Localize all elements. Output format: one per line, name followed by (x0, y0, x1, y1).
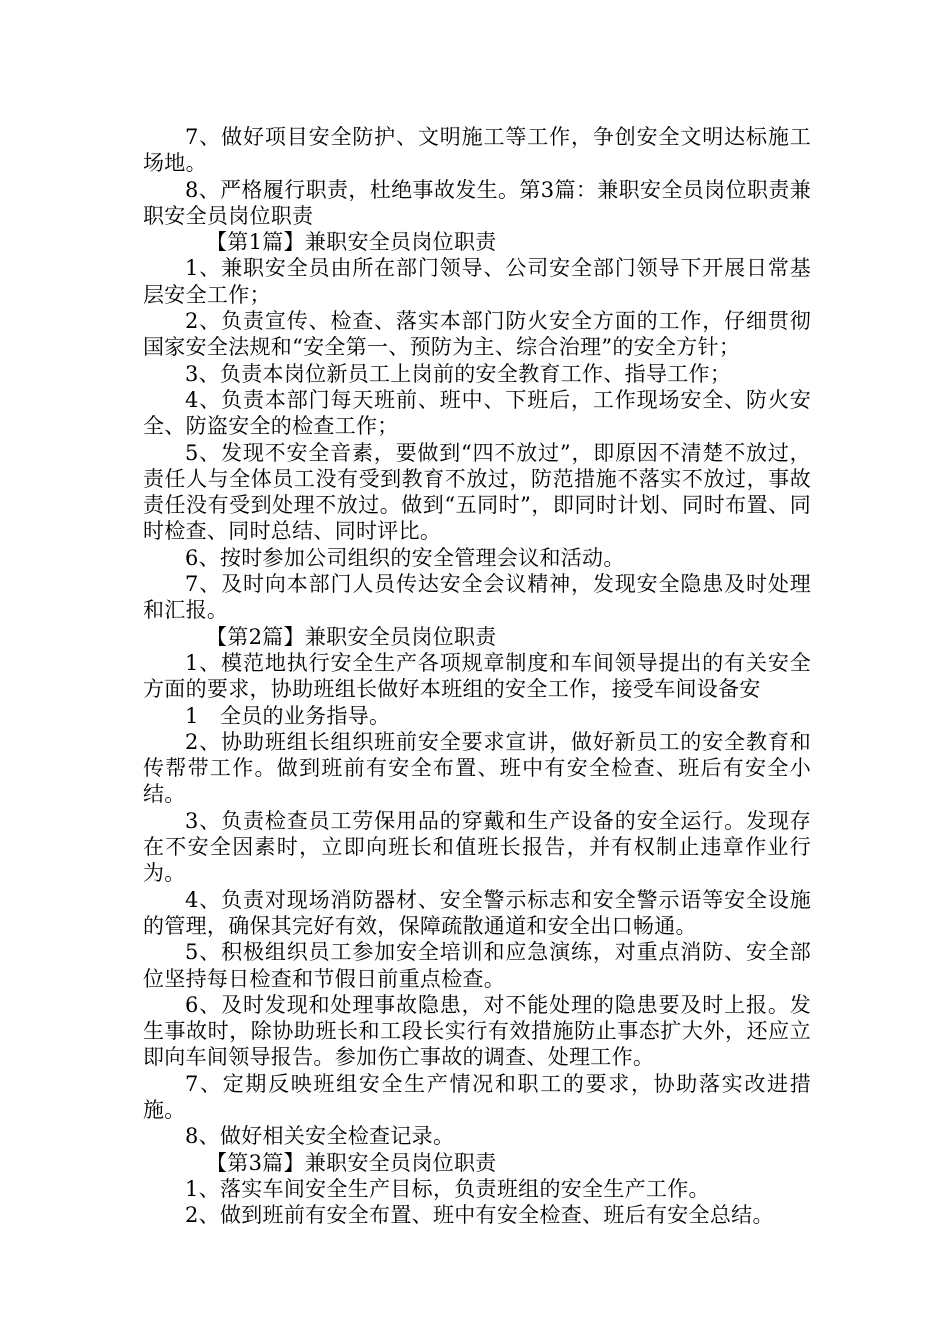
paragraph: 6、按时参加公司组织的安全管理会议和活动。 (185, 545, 625, 570)
paragraph: 4、负责本部门每天班前、班中、下班后，工作现场安全、防火安全、防盗安全的检查工作； (143, 387, 811, 439)
paragraph: 5、发现不安全音素，要做到“四不放过”，即原因不清楚不放过，责任人与全体员工没有受到教育不放过，防范措施不落实不放过，事故责任没有受到处理不放过。做到“五同时”，即同时计划、同时布置、同时检查、同时总结、同时评比。 (143, 440, 811, 544)
section-heading: 【第1篇】兼职安全员岗位职责 (206, 230, 497, 255)
paragraph: 2、做到班前有安全布置、班中有安全检查、班后有安全总结。 (185, 1203, 774, 1228)
paragraph: 1 全员的业务指导。 (185, 703, 391, 728)
paragraph: 5、积极组织员工参加安全培训和应急演练，对重点消防、安全部位坚持每日检查和节假日前重点检查。 (143, 940, 811, 991)
paragraph: 7、定期反映班组安全生产情况和职工的要求，协助落实改进措施。 (143, 1071, 811, 1122)
paragraph: 7、及时向本部门人员传达安全会议精神，发现安全隐患及时处理和汇报。 (143, 572, 811, 623)
paragraph: 7、做好项目安全防护、文明施工等工作，争创安全文明达标施工场地。 (143, 125, 811, 176)
section-heading: 【第2篇】兼职安全员岗位职责 (206, 624, 497, 649)
paragraph: 1、模范地执行安全生产各项规章制度和车间领导提出的有关安全方面的要求，协助班组长做好本班组的安全工作，接受车间设备安 (143, 650, 811, 702)
paragraph: 3、负责本岗位新员工上岗前的安全教育工作、指导工作； (185, 361, 732, 386)
paragraph: 2、负责宣传、检查、落实本部门防火安全方面的工作，仔细贯彻国家安全法规和“安全第一、预防为主、综合治理”的安全方针； (143, 309, 811, 360)
paragraph: 2、协助班组长组织班前安全要求宣讲，做好新员工的安全教育和传帮带工作。做到班前有安全布置、班中有安全检查、班后有安全小结。 (143, 729, 811, 807)
document-body (143, 124, 811, 1228)
paragraph: 3、负责检查员工劳保用品的穿戴和生产设备的安全运行。发现存在不安全因素时，立即向班长和值班长报告，并有权制止违章作业行为。 (143, 808, 811, 886)
paragraph: 4、负责对现场消防器材、安全警示标志和安全警示语等安全设施的管理，确保其完好有效，保障疏散通道和安全出口畅通。 (143, 887, 811, 938)
paragraph: 8、做好相关安全检查记录。 (185, 1124, 455, 1149)
section-heading: 【第3篇】兼职安全员岗位职责 (206, 1150, 497, 1175)
paragraph: 1、落实车间安全生产目标，负责班组的安全生产工作。 (185, 1176, 710, 1201)
paragraph: 1、兼职安全员由所在部门领导、公司安全部门领导下开展日常基层安全工作； (143, 256, 811, 307)
paragraph: 6、及时发现和处理事故隐患，对不能处理的隐患要及时上报。发生事故时，除协助班长和工段长实行有效措施防止事态扩大外，还应立即向车间领导报告。参加伤亡事故的调查、处理工作。 (143, 992, 811, 1070)
paragraph: 8、严格履行职责，杜绝事故发生。第3篇：兼职安全员岗位职责兼职安全员岗位职责 (143, 177, 811, 228)
